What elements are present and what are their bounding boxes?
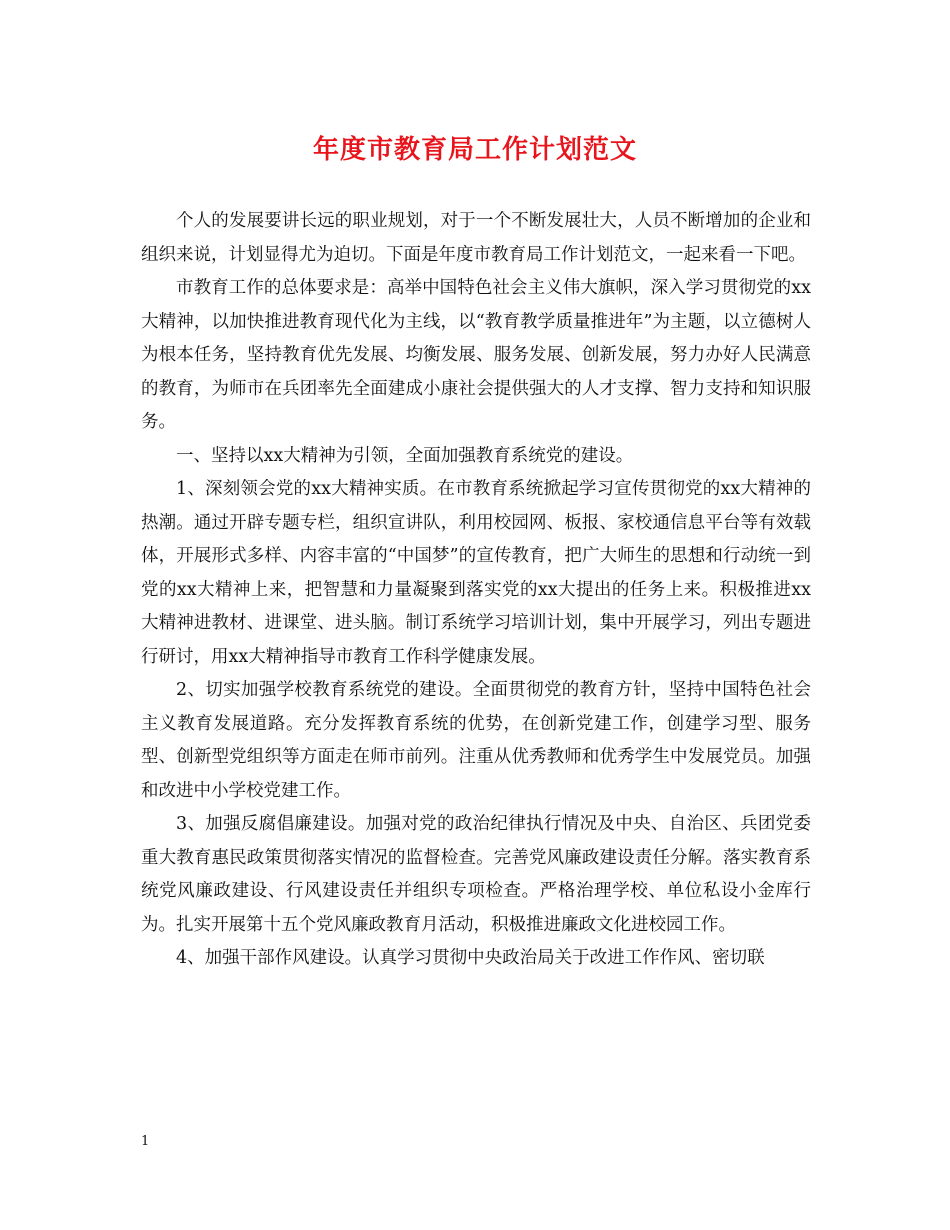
paragraph-item-1: 1、深刻领会党的xx大精神实质。在市教育系统掀起学习宣传贯彻党的xx大精神的热潮。通过开辟专题专栏，组织宣讲队，利用校园网、板报、家校通信息平台等有效载体，开展形式多样、内容丰富的“中国梦”的宣传教育，把广大师生的思想和行动统一到党的xx大精神上来，把智慧和力量凝聚到落实党的xx大提出的任务上来。积极推进xx大精神进教材、进课堂、进头脑。制订系统学习培训计划，集中开展学习，列出专题进行研讨，用xx大精神指导市教育工作科学健康发展。	[141, 479, 811, 667]
paragraph-item-2: 2、切实加强学校教育系统党的建设。全面贯彻党的教育方针，坚持中国特色社会主义教育发展道路。充分发挥教育系统的优势，在创新党建工作，创建学习型、服务型、创新型党组织等方面走在师市前列。注重从优秀教师和优秀学生中发展党员。加强和改进中小学校党建工作。	[141, 680, 811, 801]
paragraph-item-4: 4、加强干部作风建设。认真学习贯彻中央政治局关于改进工作作风、密切联	[176, 948, 765, 968]
document-title: 年度市教育局工作计划范文	[312, 135, 637, 165]
section-heading-1: 一、坚持以xx大精神为引领，全面加强教育系统党的建设。	[176, 445, 634, 466]
page-number: 1	[141, 1134, 150, 1149]
paragraph-item-3: 3、加强反腐倡廉建设。加强对党的政治纪律执行情况及中央、自治区、兵团党委重大教育惠民政策贯彻落实情况的监督检查。完善党风廉政建设责任分解。落实教育系统党风廉政建设、行风建设责任并组织专项检查。严格治理学校、单位私设小金库行为。扎实开展第十五个党风廉政教育月活动，积极推进廉政文化进校园工作。	[141, 814, 811, 935]
paragraph-general-requirements: 市教育工作的总体要求是：高举中国特色社会主义伟大旗帜，深入学习贯彻党的xx大精神，以加快推进教育现代化为主线，以“教育教学质量推进年”为主题，以立德树人为根本任务，坚持教育优先发展、均衡发展、服务发展、创新发展，努力办好人民满意的教育，为师市在兵团率先全面建成小康社会提供强大的人才支撑、智力支持和知识服务。	[141, 278, 811, 432]
paragraph-intro: 个人的发展要讲长远的职业规划，对于一个不断发展壮大，人员不断增加的企业和组织来说，计划显得尤为迫切。下面是年度市教育局工作计划范文，一起来看一下吧。	[141, 211, 811, 265]
document-body	[141, 205, 811, 976]
